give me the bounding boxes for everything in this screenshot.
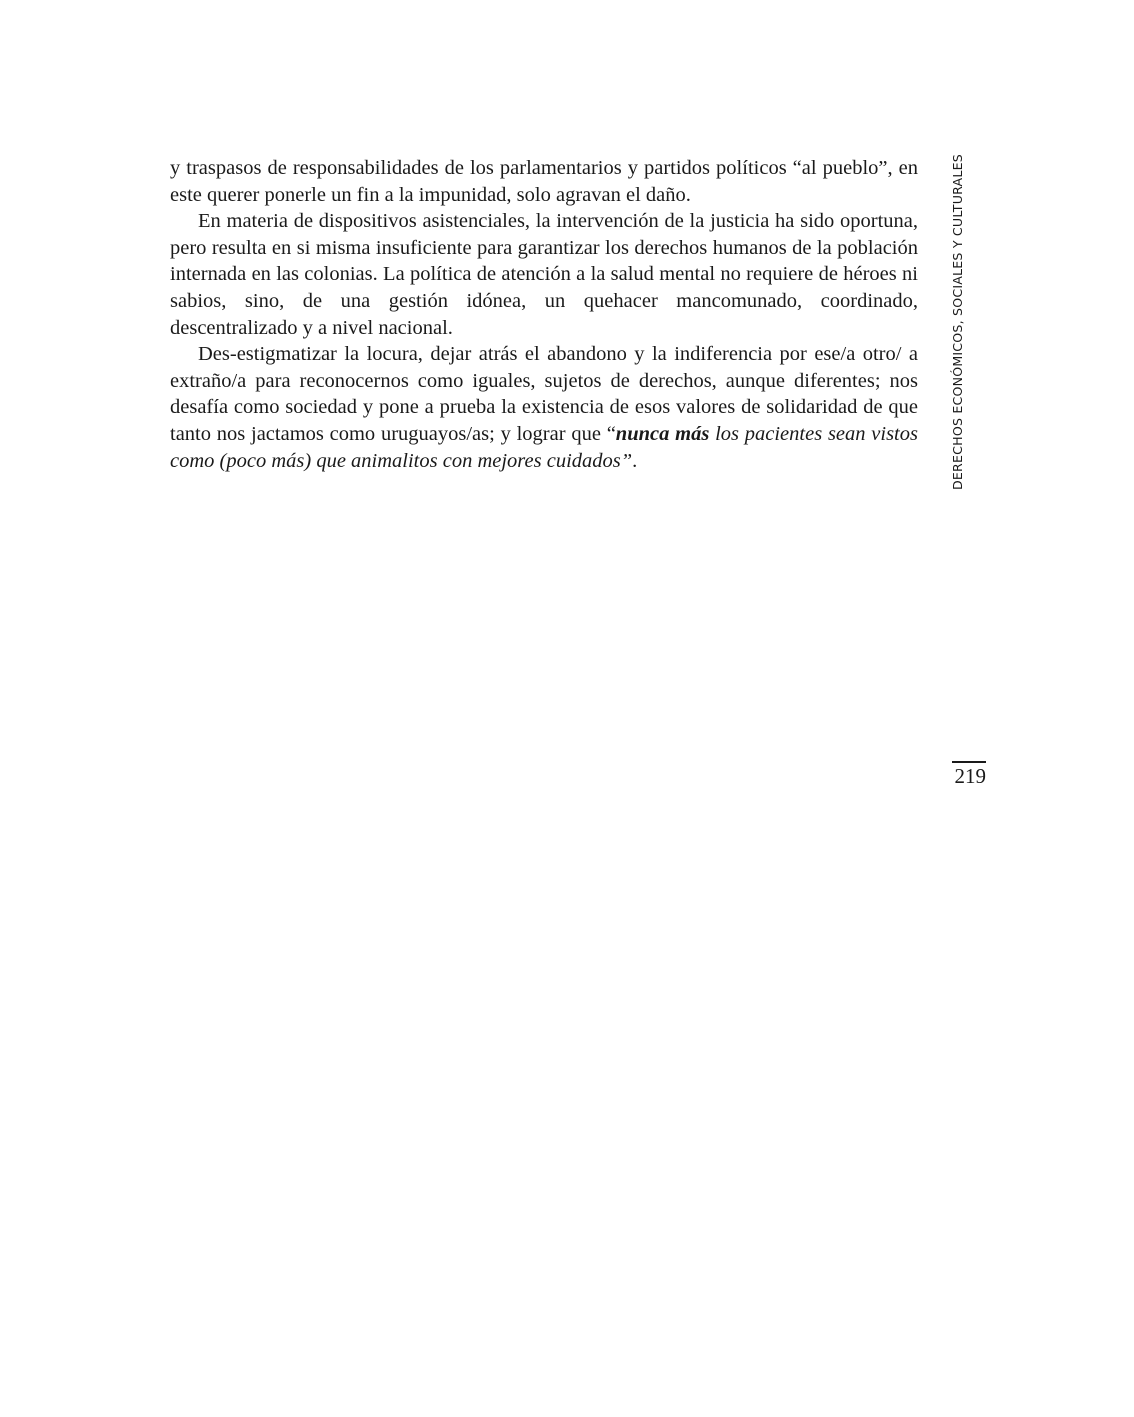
running-header-vertical: DERECHOS ECONÓMICOS, SOCIALES Y CULTURALES (950, 154, 965, 490)
paragraph-end: . (632, 449, 638, 472)
emphasis-bold-italic: nunca más (615, 422, 710, 445)
paragraph-continuation: y traspasos de responsabilidades de los parlamentarios y partidos políticos “al pueblo”, en este querer ponerle un fin a la impunidad, solo agravan el daño. (170, 157, 918, 206)
paragraph-des-estigmatizar (170, 341, 918, 474)
body-text (170, 155, 918, 474)
quote-italic: los pacientes sean vistos como (poco más) que animalitos con mejores cuidados” (170, 422, 918, 472)
page-number: 219 (954, 764, 986, 788)
paragraph-text: Des-estigmatizar la locura, dejar atrás el abandono y la indiferencia por ese/a otro/ a extraño/a para reconocernos como iguales, sujetos de derechos, aunque diferentes; nos desafía como sociedad y pone a prueba la existencia de esos valores de solidaridad de que tanto nos jactamos como uruguayos/as; y lograr que “ (170, 343, 918, 445)
paragraph-dispositivos: En materia de dispositivos asistenciales, la intervención de la justicia ha sido oportuna, pero resulta en si misma insuficiente para garantizar los derechos humanos de la población internada en las colonias. La política de atención a la salud mental no requiere de héroes ni sabios, sino, de una gestión idónea, un quehacer mancomunado, coordinado, descentralizado y a nivel nacional. (170, 210, 918, 339)
